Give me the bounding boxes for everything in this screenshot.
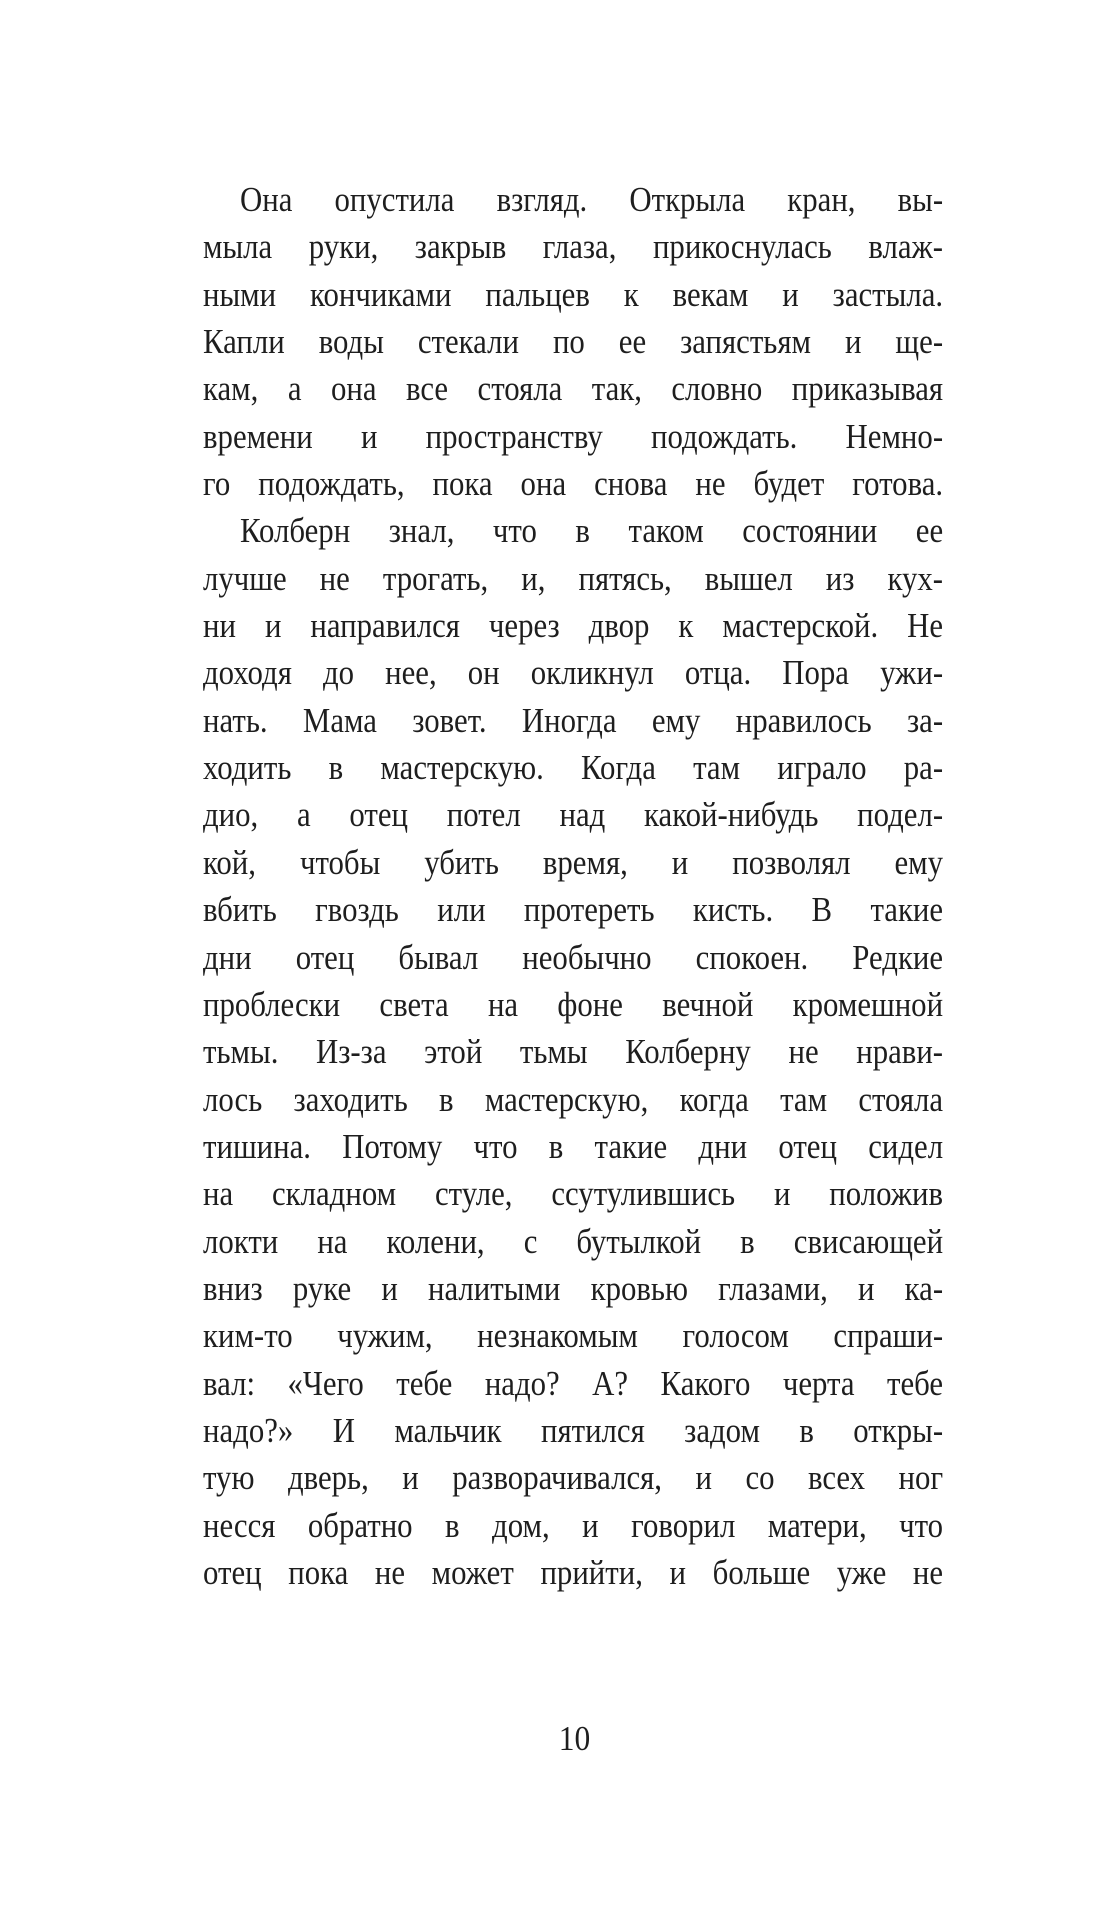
paragraph-2-line-7 — [203, 791, 943, 838]
text-line: вал: «Чего тебе надо? А? Какого черта тебе — [203, 1363, 944, 1403]
text-line: ными кончиками пальцев к векам и застыла. — [203, 274, 944, 314]
paragraph-2-line-24 — [203, 1596, 943, 1643]
paragraph-2-line-18 — [203, 1312, 943, 1359]
text-line: ни и направился через двор к мастерской. Не — [203, 606, 944, 646]
text-line: ходить в мастерскую. Когда там играло ра- — [203, 748, 944, 788]
page-number-text: 10 — [558, 1719, 590, 1758]
text-line: времени и пространству подождать. Немно- — [203, 416, 944, 456]
paragraph-2-line-11 — [203, 981, 943, 1028]
paragraph-2-line-2 — [203, 555, 943, 602]
text-line: ким-то чужим, незнакомым голосом спраши- — [203, 1316, 944, 1356]
paragraph-2-line-13 — [203, 1076, 943, 1123]
text-line: Капли воды стекали по ее запястьям и ще- — [203, 322, 944, 362]
paragraph-1-line-1 — [203, 176, 943, 223]
text-line: локти на колени, с бутылкой в свисающей — [203, 1221, 944, 1261]
paragraph-1-line-3 — [203, 271, 943, 318]
paragraph-1-line-5 — [203, 365, 943, 412]
paragraph-2-line-12 — [203, 1028, 943, 1075]
text-line: вбить гвоздь или протереть кисть. В такие — [203, 890, 944, 930]
text-line: несся обратно в дом, и говорил матери, что — [203, 1505, 944, 1545]
paragraph-1-line-4 — [203, 318, 943, 365]
text-line: кой, чтобы убить время, и позволял ему — [203, 842, 944, 882]
paragraph-1-line-6 — [203, 413, 943, 460]
paragraph-2-line-22 — [203, 1502, 943, 1549]
paragraph-1-line-2 — [203, 223, 943, 270]
text-line: Она опустила взгляд. Открыла кран, вы- — [240, 180, 944, 219]
paragraph-2-line-3 — [203, 602, 943, 649]
text-line: мыла руки, закрыв глаза, прикоснулась влаж- — [203, 227, 944, 267]
paragraph-2-line-17 — [203, 1265, 943, 1312]
paragraph-2-line-20 — [203, 1407, 943, 1454]
paragraph-2-line-19 — [203, 1360, 943, 1407]
page-number — [0, 1715, 1100, 1762]
paragraph-2-line-25 — [203, 1644, 943, 1691]
text-line: надо?» И мальчик пятился задом в откры- — [203, 1410, 944, 1450]
text-line: дио, а отец потел над какой-нибудь подел- — [203, 795, 944, 835]
text-line: тую дверь, и разворачивался, и со всех ног — [203, 1458, 944, 1498]
text-line: вниз руке и налитыми кровью глазами, и ка- — [203, 1268, 944, 1308]
text-line: Колберн знал, что в таком состоянии ее — [240, 511, 944, 551]
paragraph-2-line-21 — [203, 1454, 943, 1501]
paragraph-2-line-1 — [203, 507, 943, 554]
text-line: нать. Мама зовет. Иногда ему нравилось за- — [203, 700, 944, 740]
body-text — [203, 176, 943, 1691]
paragraph-2-line-10 — [203, 934, 943, 981]
paragraph-2-line-23 — [203, 1549, 943, 1596]
text-line: дни отец бывал необычно спокоен. Редкие — [203, 937, 944, 977]
paragraph-2-line-8 — [203, 839, 943, 886]
text-line: доходя до нее, он окликнул отца. Пора ужи- — [203, 653, 944, 693]
paragraph-1-line-7 — [203, 460, 943, 507]
paragraph-2-line-6 — [203, 744, 943, 791]
text-line: отец пока не может прийти, и больше уже не — [203, 1552, 944, 1592]
paragraph-2-line-15 — [203, 1170, 943, 1217]
paragraph-2-line-4 — [203, 649, 943, 696]
text-line: кам, а она все стояла так, словно приказывая — [203, 369, 944, 409]
paragraph-2-line-5 — [203, 697, 943, 744]
text-line: тишина. Потому что в такие дни отец сидел — [203, 1126, 944, 1166]
text-line: лучше не трогать, и, пятясь, вышел из кух- — [203, 558, 944, 598]
text-line: проблески света на фоне вечной кромешной — [203, 984, 944, 1024]
text-line: на складном стуле, ссутулившись и положив — [203, 1174, 944, 1214]
paragraph-2-line-16 — [203, 1218, 943, 1265]
text-line: лось заходить в мастерскую, когда там стояла — [203, 1079, 944, 1119]
paragraph-2-line-9 — [203, 886, 943, 933]
text-line: тьмы. Из-за этой тьмы Колберну не нрави- — [203, 1032, 944, 1072]
paragraph-2-line-14 — [203, 1123, 943, 1170]
text-line: го подождать, пока она снова не будет готова. — [203, 464, 944, 504]
